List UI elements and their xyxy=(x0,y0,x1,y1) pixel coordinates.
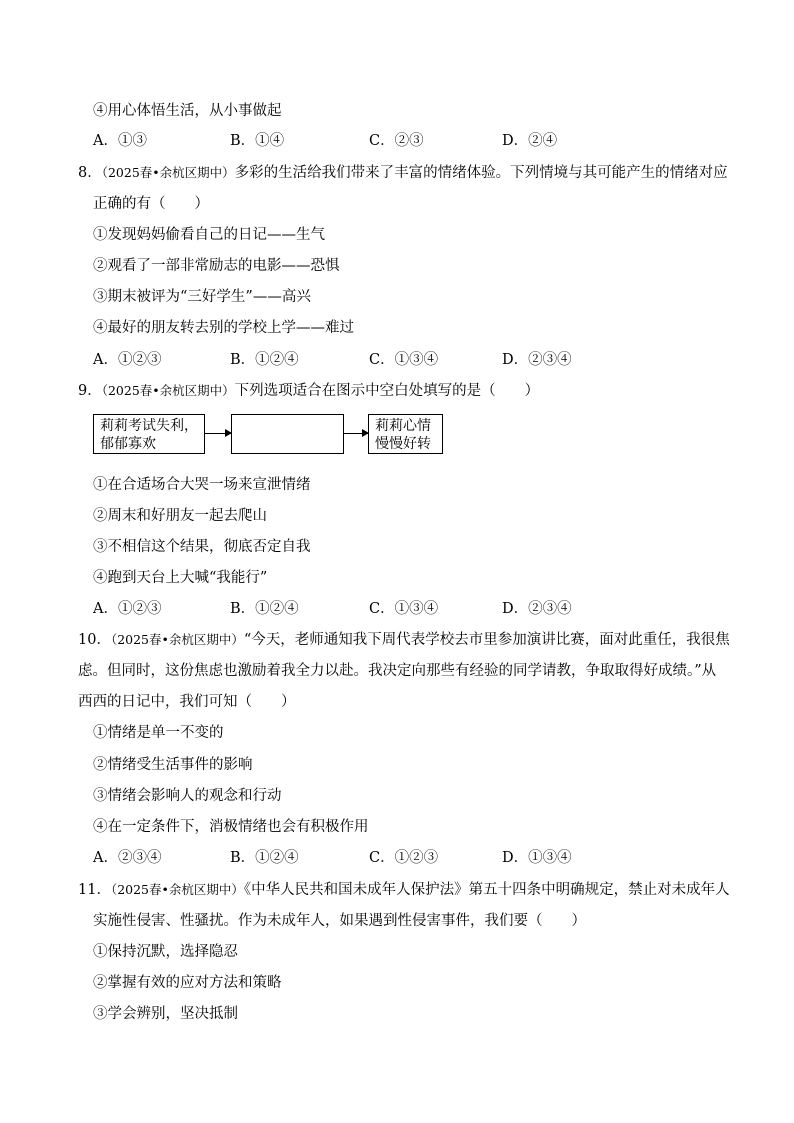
q7-option-a[interactable]: A．①③ xyxy=(93,133,147,149)
q9-source: （2025春•余杭区期中） xyxy=(101,383,235,398)
q9-item-1: ①在合适场合大哭一场来宣泄情绪 xyxy=(93,477,311,493)
arrow-right-icon xyxy=(344,433,368,434)
q10-item-4: ④在一定条件下，消极情绪也会有积极作用 xyxy=(93,819,369,835)
q10-option-d[interactable]: D．①③④ xyxy=(502,850,572,866)
q10-option-c[interactable]: C．①②③ xyxy=(369,850,439,866)
diagram-box-start-line1: 莉莉考试失利， xyxy=(100,418,198,434)
diagram-box-blank xyxy=(231,414,344,454)
q8-stem-cont: 正确的有（ ） xyxy=(93,196,209,212)
diagram-box-start xyxy=(93,414,205,454)
q8-stem xyxy=(78,163,728,183)
arrow-right-icon xyxy=(205,433,231,434)
q8-number: 8． xyxy=(78,165,102,181)
q7-option-d[interactable]: D．②④ xyxy=(502,133,558,149)
q11-stem-text: 《中华人民共和国未成年人保护法》第五十四条中明确规定，禁止对未成年人 xyxy=(243,882,730,898)
q7-option-b[interactable]: B．①④ xyxy=(230,133,285,149)
q8-source: （2025春•余杭区期中） xyxy=(101,165,235,180)
q10-stem-text: “今天，老师通知我下周代表学校去市里参加演讲比赛，面对此重任，我很焦 xyxy=(243,632,730,648)
q8-item-3: ③期末被评为“三好学生”——高兴 xyxy=(93,289,311,305)
q7-item-4: ④用心体悟生活，从小事做起 xyxy=(93,103,282,119)
q9-item-3: ③不相信这个结果，彻底否定自我 xyxy=(93,539,311,555)
q9-item-2: ②周末和好朋友一起去爬山 xyxy=(93,508,267,524)
q11-item-1: ①保持沉默，选择隐忍 xyxy=(93,944,238,960)
q11-stem-cont: 实施性侵害、性骚扰。作为未成年人，如果遇到性侵害事件，我们要（ ） xyxy=(93,913,586,929)
q11-stem xyxy=(78,880,730,900)
q9-number: 9． xyxy=(78,383,102,399)
q9-option-a[interactable]: A．①②③ xyxy=(93,601,162,617)
q8-option-d[interactable]: D．②③④ xyxy=(502,352,572,368)
q9-option-c[interactable]: C．①③④ xyxy=(369,601,439,617)
q10-stem-cont-2: 西西的日记中，我们可知（ ） xyxy=(78,694,296,710)
q9-item-4: ④跑到天台上大喊“我能行” xyxy=(93,570,268,586)
q8-item-1: ①发现妈妈偷看自己的日记——生气 xyxy=(93,227,325,243)
q7-option-c[interactable]: C．②③ xyxy=(369,133,424,149)
q11-source: （2025春•余杭区期中） xyxy=(110,882,244,897)
q9-stem-text: 下列选项适合在图示中空白处填写的是（ ） xyxy=(234,383,540,399)
diagram-box-start-line2: 郁郁寡欢 xyxy=(100,436,156,452)
q8-stem-text: 多彩的生活给我们带来了丰富的情绪体验。下列情境与其可能产生的情绪对应 xyxy=(234,165,728,181)
q8-item-2: ②观看了一部非常励志的电影——恐惧 xyxy=(93,258,340,274)
q10-source: （2025春•余杭区期中） xyxy=(110,632,244,647)
q10-item-2: ②情绪受生活事件的影响 xyxy=(93,757,253,773)
q8-option-b[interactable]: B．①②④ xyxy=(230,352,299,368)
q10-stem-cont-1: 虑。但同时，这份焦虑也激励着我全力以赴。我决定向那些有经验的同学请教，争取取得好成绩。”从 xyxy=(78,663,717,679)
q11-number: 11． xyxy=(78,882,111,898)
q11-item-3: ③学会辨别，坚决抵制 xyxy=(93,1006,238,1022)
diagram-box-end-line2: 慢慢好转 xyxy=(375,436,431,452)
q11-item-2: ②掌握有效的应对方法和策略 xyxy=(93,975,282,991)
q10-number: 10． xyxy=(78,632,111,648)
q9-option-b[interactable]: B．①②④ xyxy=(230,601,299,617)
q8-option-a[interactable]: A．①②③ xyxy=(93,352,162,368)
flow-diagram xyxy=(93,414,453,460)
q10-option-a[interactable]: A．②③④ xyxy=(93,850,162,866)
q10-item-1: ①情绪是单一不变的 xyxy=(93,725,224,741)
diagram-box-end-line1: 莉莉心情 xyxy=(375,418,431,434)
q8-option-c[interactable]: C．①③④ xyxy=(369,352,439,368)
diagram-box-end xyxy=(368,414,443,454)
q8-item-4: ④最好的朋友转去别的学校上学——难过 xyxy=(93,320,354,336)
q9-option-d[interactable]: D．②③④ xyxy=(502,601,572,617)
q10-option-b[interactable]: B．①②④ xyxy=(230,850,299,866)
q10-item-3: ③情绪会影响人的观念和行动 xyxy=(93,788,282,804)
q9-stem xyxy=(78,381,539,401)
q10-stem xyxy=(78,630,730,650)
